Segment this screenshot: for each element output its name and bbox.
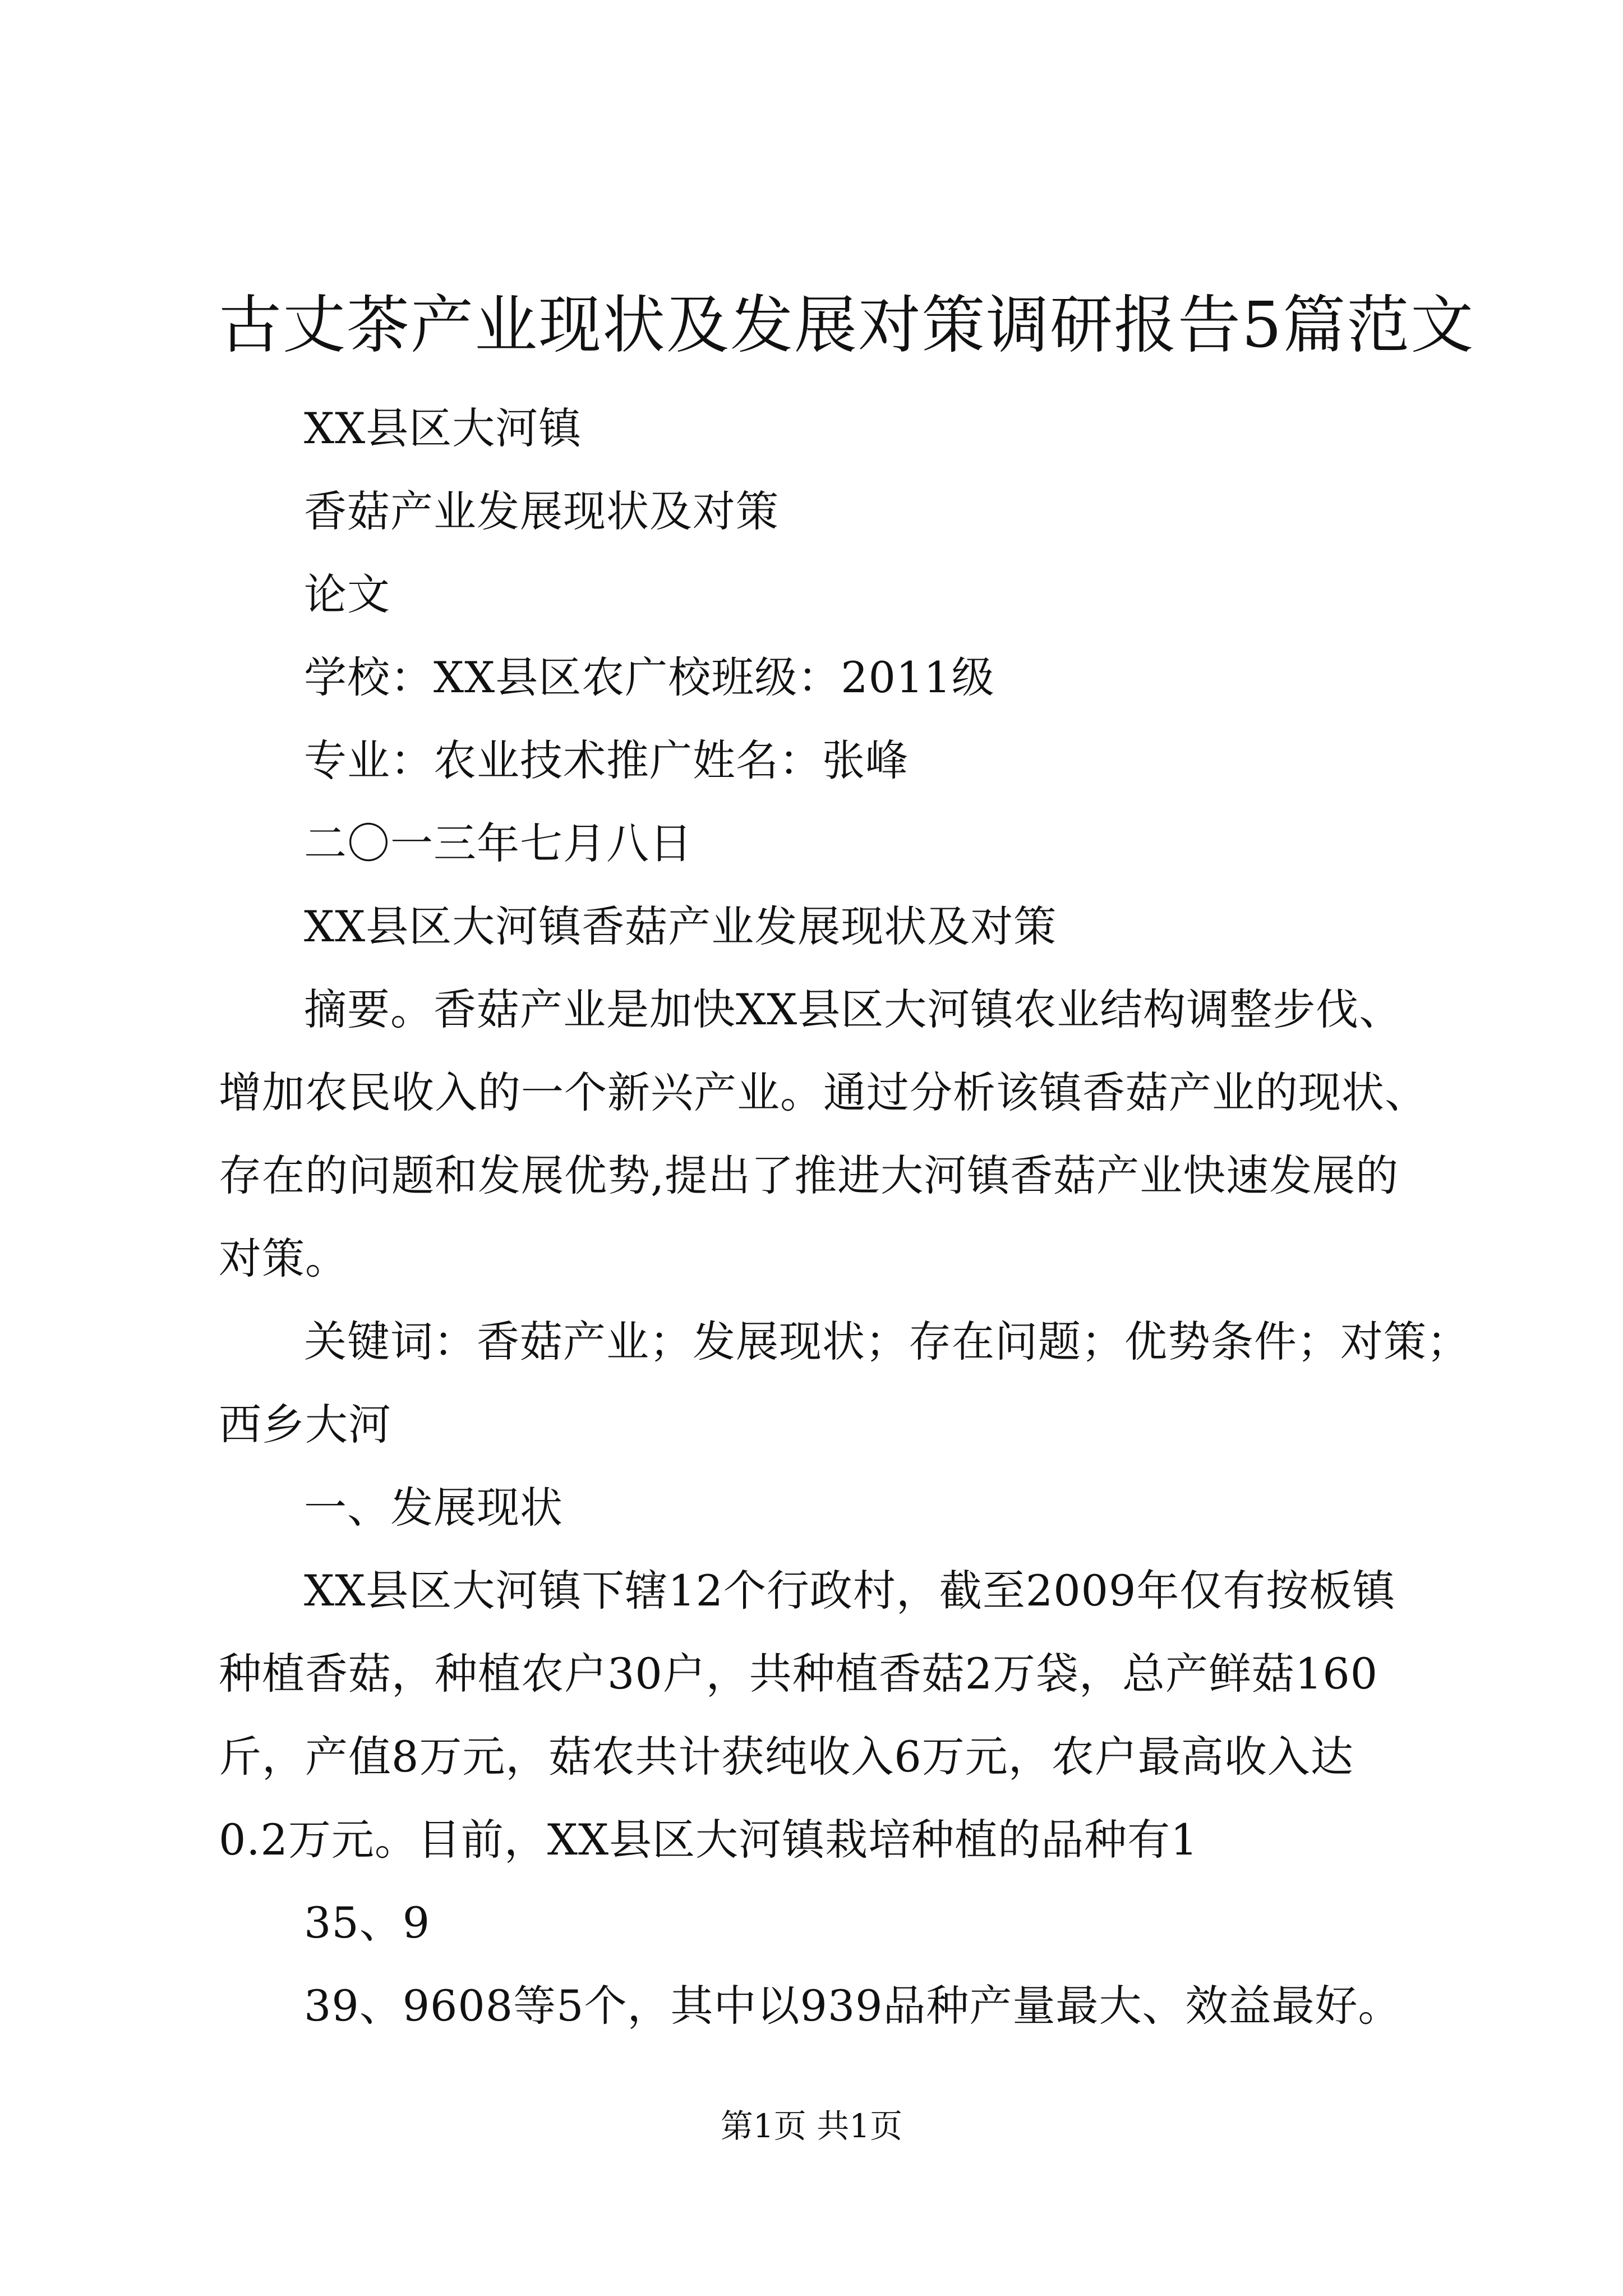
text-line-topic: 香菇产业发展现状及对策 bbox=[304, 486, 779, 536]
abstract-paragraph bbox=[219, 968, 1441, 1300]
text-line-major-name: 专业：农业技术推广姓名：张峰 bbox=[304, 735, 909, 785]
abstract-line: 增加农民收入的一个新兴产业。通过分析该镇香菇产业的现状、 bbox=[219, 1068, 1428, 1117]
body-line: 种植香菇，种植农户30户，共种植香菇2万袋，总产鲜菇160 bbox=[219, 1649, 1378, 1699]
abstract-line: 摘要。香菇产业是加快XX县区大河镇农业结构调整步伐、 bbox=[304, 984, 1403, 1034]
body-line-fragment: 35、9 bbox=[304, 1898, 431, 1948]
text-line-school-class: 学校：XX县区农广校班级：2011级 bbox=[304, 652, 995, 702]
body-line: 0.2万元。目前，XX县区大河镇栽培种植的品种有1 bbox=[219, 1815, 1198, 1865]
body-line: XX县区大河镇下辖12个行政村，截至2009年仅有按板镇 bbox=[304, 1566, 1396, 1616]
keywords-line: 西乡大河 bbox=[219, 1400, 391, 1450]
section-heading-paper-title: XX县区大河镇香菇产业发展现状及对策 bbox=[304, 901, 1057, 951]
page-footer: 第1页 共1页 bbox=[720, 2107, 903, 2145]
body-line: 斤，产值8万元，菇农共计获纯收入6万元，农户最高收入达 bbox=[219, 1732, 1354, 1782]
text-line-paper-type: 论文 bbox=[304, 569, 390, 619]
page-title: 古丈茶产业现状及发展对策调研报告5篇范文 bbox=[219, 289, 1475, 362]
section-heading-development-status: 一、发展现状 bbox=[304, 1483, 563, 1533]
abstract-line: 存在的问题和发展优势,提出了推进大河镇香菇产业快速发展的 bbox=[219, 1151, 1399, 1200]
body-paragraph bbox=[219, 1549, 1441, 1881]
abstract-line: 对策。 bbox=[219, 1234, 348, 1283]
keywords-line: 关键词：香菇产业；发展现状；存在问题；优势条件；对策； bbox=[304, 1317, 1470, 1366]
body-line-varieties: 39、9608等5个，其中以939品种产量最大、效益最好。 bbox=[304, 1981, 1401, 2031]
text-line-date: 二〇一三年七月八日 bbox=[304, 818, 693, 868]
text-line-county: XX县区大河镇 bbox=[304, 403, 582, 453]
keywords-paragraph bbox=[219, 1300, 1470, 1466]
document-body bbox=[219, 387, 1470, 2047]
